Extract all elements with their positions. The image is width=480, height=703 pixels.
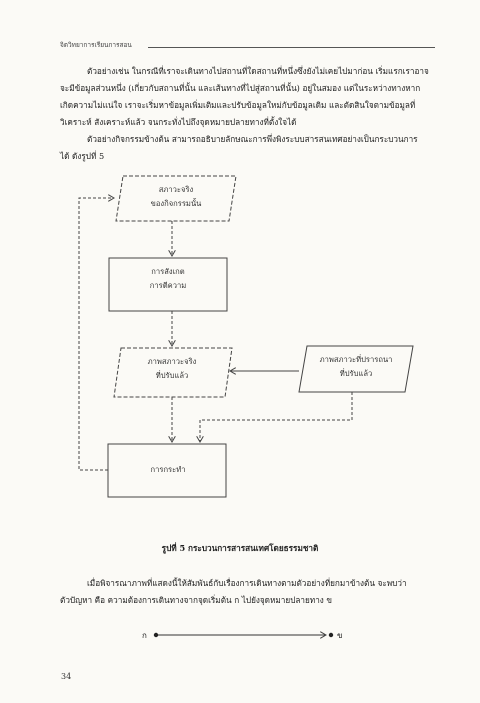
start-point [154,633,158,637]
node-line: ภาพสภาวะจริง [147,357,197,366]
running-header: จิตวิทยาการเรียนการสอน [60,41,132,49]
node-adjusted-desired-label [302,353,410,381]
node-line: การกระทำ [150,465,186,474]
path-start-label: ก [142,631,147,640]
node-observe-label [118,265,218,293]
node-line: ภาพสภาวะที่ปรารถนา [319,355,393,364]
node-line: ที่ปรับแล้ว [155,371,189,380]
outro-paragraph-cont [60,592,332,609]
connector-desired-to-action [200,392,352,441]
figure-caption: รูปที่ 5 กระบวนการสารสนเทศโดยธรรมชาติ [161,543,319,553]
text-line: ตัวปัญหา คือ ความต้องการเดินทางจากจุดเริ่มต้น ก ไปยังจุดหมายปลายทาง ข [60,595,332,605]
node-reality-label [124,183,228,211]
text-line: เมื่อพิจารณาภาพที่แสดงนี้ให้สัมพันธ์กับเรื่องการเดินทางตามตัวอย่างที่ยกมาข้างต้น จะพบว่า [87,578,407,588]
node-line: การสังเกต [151,267,185,276]
node-adjusted-reality-label [120,355,224,383]
end-point [329,633,333,637]
text-line: ตัวอย่างเช่น ในกรณีที่เราจะเดินทางไปสถานที่ใดสถานที่หนึ่งซึ่งยังไม่เคยไปมาก่อน เริ่มแรกเราอาจ [87,66,429,76]
text-line: ตัวอย่างกิจกรรมข้างต้น สามารถอธิบายลักษณะการพึ่งพิงระบบสารสนเทศอย่างเป็นกระบวนการ [87,134,418,144]
path-end-label: ข [337,631,343,640]
feedback-loop-action-to-reality [79,198,113,470]
node-line: ที่ปรับแล้ว [339,369,373,378]
text-line: ได้ ดังรูปที่ 5 [60,151,105,161]
text-line: จะมีข้อมูลส่วนหนึ่ง (เกี่ยวกับสถานที่นั้น และเส้นทางที่ไปสู่สถานที่นั้น) อยู่ในสมอง แต่ในระหว่างทางหาก [60,83,421,93]
text-line: วิเคราะห์ สังเคราะห์แล้ว จนกระทั่งไปถึงจุดหมายปลายทางที่ตั้งใจได้ [60,117,297,127]
text-line: เกิดความไม่แน่ใจ เราจะเริ่มหาข้อมูลเพิ่มเติมและปรับข้อมูลใหม่กับข้อมูลเดิม และตัดสินใจตามข้อมูลที่ [60,100,416,110]
node-line: ของกิจกรรมนั้น [150,199,202,208]
page-number: 34 [61,672,72,681]
node-line: การตีความ [149,281,187,290]
outro-paragraph [87,575,407,592]
node-line: สภาวะจริง [158,185,194,194]
node-action-label [118,463,218,477]
